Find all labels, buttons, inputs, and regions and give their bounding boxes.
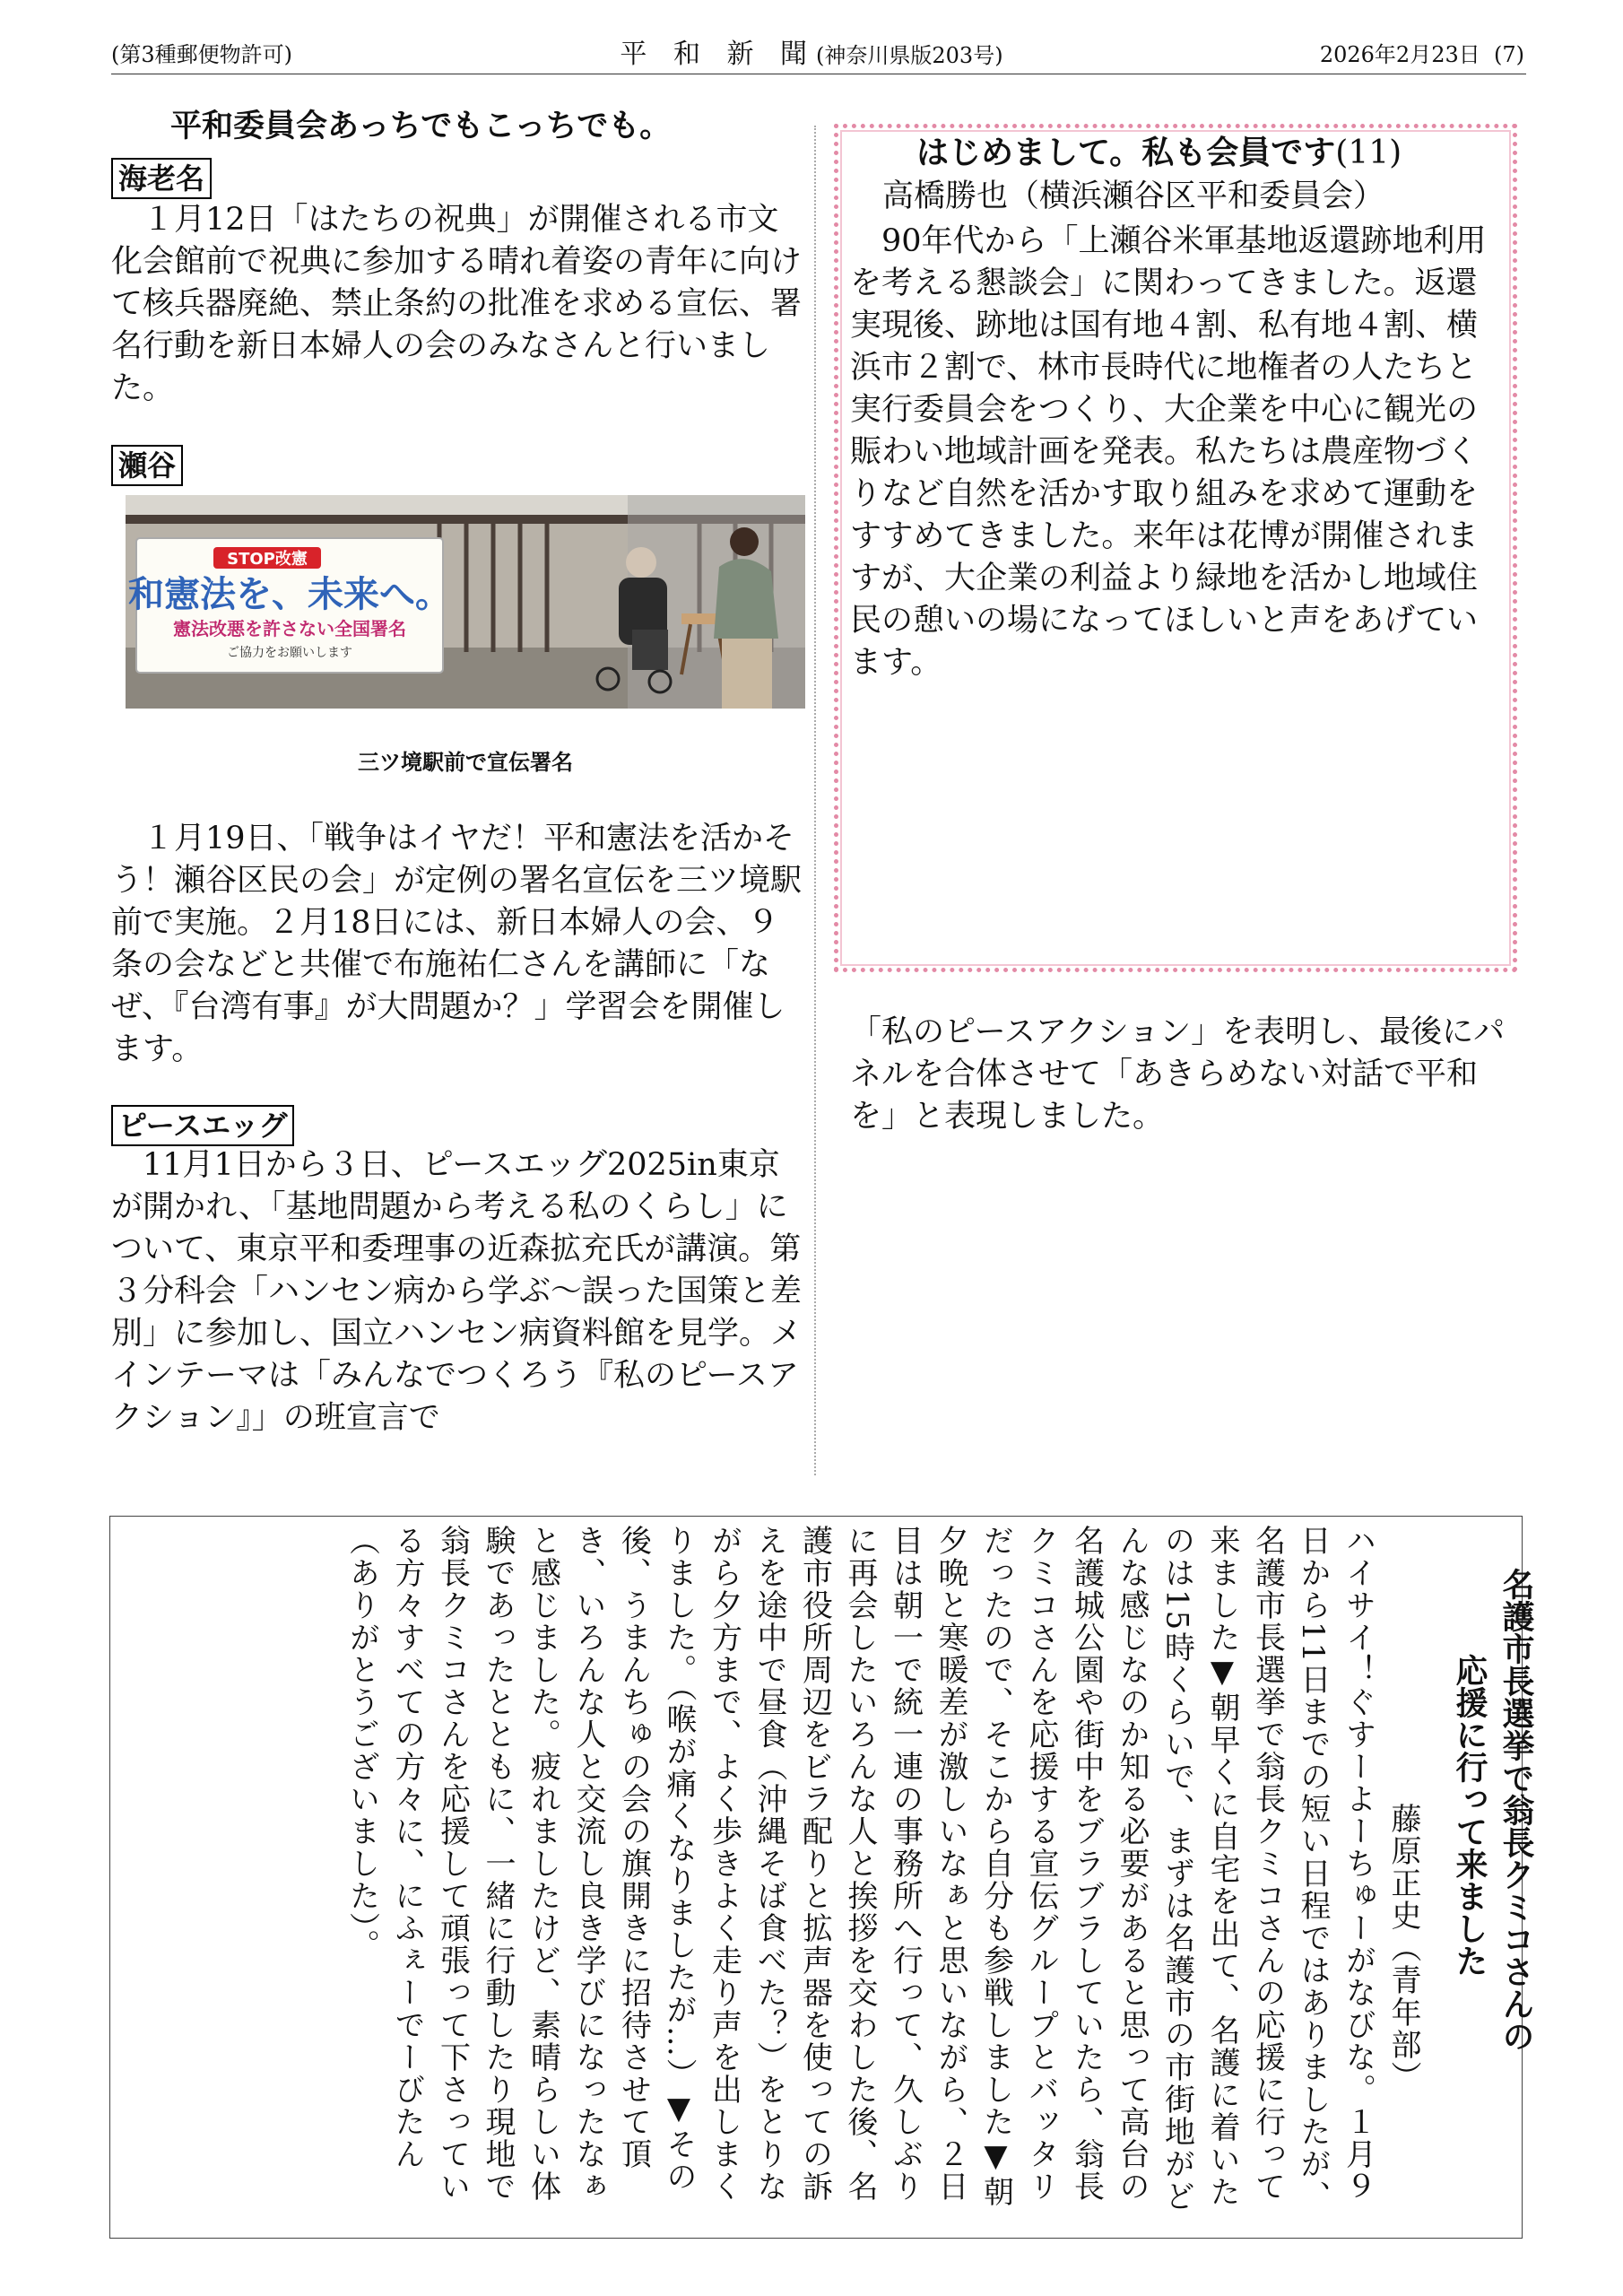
member-box-author: 高橋勝也（横浜瀬谷区平和委員会） [882, 178, 1385, 214]
section-title: 平和委員会あっちでもこっちでも。 [170, 109, 672, 144]
banner-small: ご協力をお願いします [227, 646, 352, 660]
article-peace-egg-continued: 「私のピースアクション」を表明し、最後にパネルを合体させて「あきらめない対話で平和を」と表現しました。 [850, 1014, 1506, 1135]
issue-date: 2026年2月23日 [1319, 42, 1480, 67]
column-divider [814, 126, 816, 1475]
page-number: (7) [1494, 42, 1524, 67]
nago-article-body [339, 1525, 1426, 2224]
header-date-page [1320, 41, 1524, 68]
nago-article-text: ハイサイ！ぐすーよーちゅーがなびな。１月９日から11日までの短い日程ではありましたが、名護市長選挙で翁長クミコさんの応援に行って来ました▼朝早くに自宅を出て、名護に着いたのは15時くらいで、まずは名護市の市街地がどんな感じなのか知る必要があると思って高台の名護城公園や街中をブラブラしていたら、翁長クミコさんを応援する宣伝グループとバッタリだったので、そこから自分も参戦しました▼朝夕晩と寒暖差が激しいなぁと思いながら、２日目は朝一で統一連の事務所へ行って、久しぶりに再会したいろんな人と挨拶を交わした後、名護市役所周辺をビラ配りと拡声器を使っての訴えを途中で昼食（沖縄そば食べた？）をとりながら夕方まで、よく歩きよく走り声を出しまくりました。（喉が痛くなりましたが…）▼その後、うまんちゅの会の旗開きに招待させて頂き、いろんな人と交流し良き学びになったなぁと感じました。疲れましたけど、素晴らしい体験であったとともに、一緒に行動したり現地で翁長クミコさんを応援して頑張って下さっている方々すべての方々に、にふぇーでーびたん（ありがとうございました）。 [343, 1525, 1376, 2213]
photo-signature-campaign [126, 495, 805, 709]
tag-seya: 瀬谷 [111, 445, 183, 486]
member-box-title [916, 133, 1402, 174]
member-box-text: 90年代から「上瀬谷米軍基地返還跡地利用を考える懇談会」に関わってきました。返還実現後、跡地は国有地４割、私有地４割、横浜市２割で、林市長時代に地権者の人たちと実行委員会をつくり、大企業を中心に観光の賑わい地域計画を発表。私たちは農産物づくりなど自然を活かす取り組みを求めて運動をすすめてきました。来年は花博が開催されますが、大企業の利益より緑地を活かし地域住民の憩いの場になってほしいと声をあげています。 [850, 223, 1487, 681]
article-peace-egg: 11月1日から３日、ピースエッグ2025in東京が開かれ、「基地問題から考える私のくらし」について、東京平和委理事の近森拡充氏が講演。第３分科会「ハンセン病から学ぶ～誤った国策と差別」に参加し、国立ハンセン病資料館を見学。メインテーマは「みんなでつくろう『私のピースアクション』」の班宣言で [111, 1147, 803, 1436]
article-seya: １月19日、「戦争はイヤだ！平和憲法を活かそう！瀬谷区民の会」が定例の署名宣伝を三ツ境駅前で実施。２月18日には、新日本婦人の会、９条の会などと共催で布施祐仁さんを講師に「なぜ、『台湾有事』が大問題か？」学習会を開催します。 [111, 821, 803, 1067]
nago-title-line1: 名護市長選挙で翁長クミコさんの [1497, 1568, 1534, 2052]
nago-article-author: 藤原正史（青年部） [1385, 1803, 1421, 2093]
tag-ebina: 海老名 [111, 158, 212, 199]
edition-label: (神奈川県版203号) [816, 43, 1003, 68]
nago-title-line2: 応援に行って来ました [1451, 1654, 1488, 1977]
newspaper-title: 平 和 新 聞 [620, 39, 817, 70]
tag-peace-egg: ピースエッグ [111, 1105, 294, 1146]
nago-article-title [1445, 1568, 1539, 2196]
banner-headline: 和憲法を、未来へ。 [128, 574, 451, 615]
header-permit: (第3種郵便物許可) [111, 42, 292, 67]
photo-caption: 三ツ境駅前で宣伝署名 [358, 750, 573, 775]
article-ebina: １月12日「はたちの祝典」が開催される市文化会館前で祝典に参加する晴れ着姿の青年に向けて核兵器廃絶、禁止条約の批准を求める宣伝、署名行動を新日本婦人の会のみなさんと行いました。 [111, 202, 803, 406]
banner-subtitle: 憲法改悪を許さない全国署名 [173, 618, 406, 639]
photo-illustration [126, 495, 805, 709]
member-box-heading: はじめまして。私も会員です [916, 135, 1336, 171]
member-box-number: (11) [1335, 135, 1402, 171]
banner-stop-label: STOP改憲 [227, 550, 308, 569]
